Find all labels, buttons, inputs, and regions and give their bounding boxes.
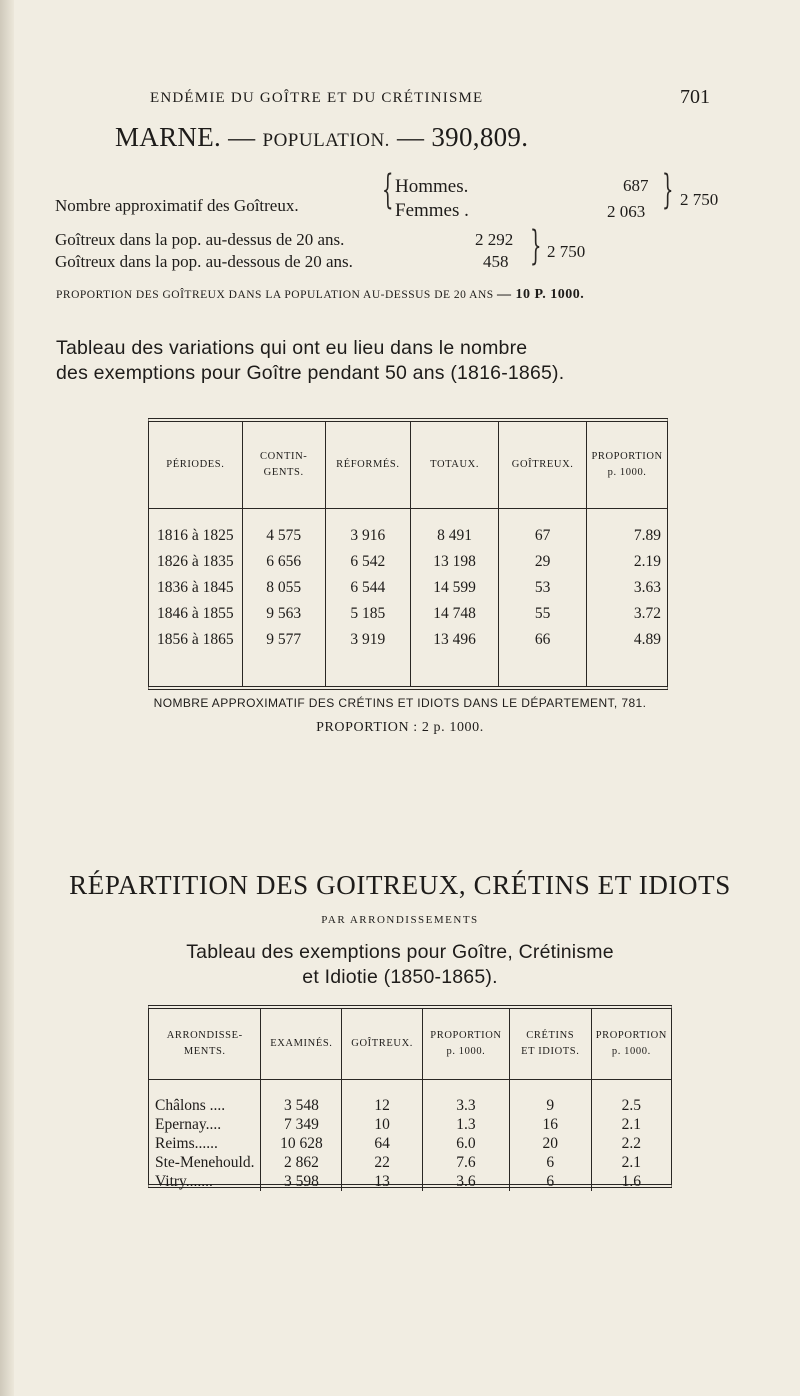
table-cell: 2.2 bbox=[621, 1134, 642, 1152]
table1-goitreux-column bbox=[499, 508, 587, 686]
table2-header-row bbox=[149, 1009, 671, 1079]
table-cell: 1816 à 1825 bbox=[157, 526, 234, 544]
table-cell: 14 599 bbox=[433, 578, 476, 596]
table-cell: 3 916 bbox=[350, 526, 386, 544]
header-text: EXAMINÉS. bbox=[270, 1037, 333, 1049]
table-cell: 7.89 bbox=[633, 526, 661, 544]
population-label: POPULATION. bbox=[262, 130, 390, 151]
header-text: TOTAUX. bbox=[430, 458, 480, 470]
above20-label: Goîtreux dans la pop. au-dessus de 20 ans. bbox=[55, 230, 345, 249]
below20-label: Goîtreux dans la pop. au-dessous de 20 ans. bbox=[55, 252, 353, 271]
table-cell: Vitry....... bbox=[155, 1172, 213, 1190]
proportion-line bbox=[56, 287, 756, 303]
table-cell: 2 862 bbox=[283, 1153, 319, 1171]
header-text: GOÎTREUX. bbox=[511, 458, 574, 470]
dash: — bbox=[397, 122, 425, 152]
age-total: 2 750 bbox=[547, 242, 586, 261]
table2-header-cell bbox=[591, 1009, 671, 1079]
above20-value: 2 292 bbox=[475, 230, 514, 249]
table-cell: 9 577 bbox=[266, 630, 302, 648]
table1 bbox=[148, 418, 668, 690]
table-cell: 3.3 bbox=[456, 1096, 476, 1114]
table2-body-row bbox=[149, 1079, 671, 1191]
table-cell: 10 bbox=[374, 1115, 390, 1133]
header-text: CONTIN- bbox=[259, 450, 308, 462]
table-cell: 13 bbox=[374, 1172, 390, 1190]
table-cell: 3 598 bbox=[283, 1172, 319, 1190]
table-cell: 3 919 bbox=[350, 630, 386, 648]
table-cell: Epernay.... bbox=[155, 1115, 222, 1133]
table-cell: 16 bbox=[542, 1115, 559, 1133]
table-cell: 7 349 bbox=[283, 1115, 319, 1133]
header-text: PROPORTION bbox=[430, 1029, 502, 1041]
table-cell: 8 055 bbox=[266, 578, 302, 596]
header-text: PÉRIODES. bbox=[166, 458, 225, 470]
table-cell: Châlons .... bbox=[155, 1096, 226, 1114]
header-text: PROPORTION bbox=[595, 1029, 667, 1041]
table1-header-cell bbox=[499, 422, 587, 508]
table-cell: 1846 à 1855 bbox=[157, 604, 234, 622]
table-cell: 5 185 bbox=[350, 604, 386, 622]
header-text: PROPORTION bbox=[591, 450, 663, 462]
dash: — bbox=[228, 122, 256, 152]
table2-title bbox=[50, 940, 750, 990]
table2-title-line2: et Idiotie (1850-1865). bbox=[302, 966, 498, 988]
table-cell: 2.1 bbox=[621, 1153, 642, 1171]
table-cell: 3.6 bbox=[456, 1172, 476, 1190]
table-cell: 2.5 bbox=[621, 1096, 642, 1114]
department-name: MARNE. bbox=[115, 122, 222, 152]
table1-title-line1: Tableau des variations qui ont eu lieu dans le nombre bbox=[56, 337, 528, 359]
table-cell: 6.0 bbox=[456, 1134, 476, 1152]
header-text: MENTS. bbox=[183, 1045, 226, 1057]
table1-header-cell bbox=[149, 422, 242, 508]
table2-examines-column bbox=[261, 1079, 342, 1191]
table-cell: 6 656 bbox=[266, 552, 302, 570]
table-cell: 67 bbox=[534, 526, 551, 544]
table-cell: 6 544 bbox=[350, 578, 386, 596]
femmes-value: 2 063 bbox=[607, 202, 646, 221]
table-cell: 3.63 bbox=[633, 578, 661, 596]
table-cell: 3.72 bbox=[633, 604, 661, 622]
table2-proportion-cretins-column bbox=[591, 1079, 671, 1191]
table1-body-row bbox=[149, 508, 667, 686]
table-cell: 12 bbox=[374, 1096, 390, 1114]
running-head-title: ENDÉMIE DU GOÎTRE ET DU CRÉTINISME bbox=[150, 90, 484, 106]
table-cell: 2.19 bbox=[633, 552, 661, 570]
table1-reformes-column bbox=[325, 508, 410, 686]
table-cell: 1.3 bbox=[456, 1115, 476, 1133]
table-cell: 4.89 bbox=[633, 630, 661, 648]
table-cell: 66 bbox=[534, 630, 551, 648]
table2-header-cell bbox=[261, 1009, 342, 1079]
table2-header-cell bbox=[342, 1009, 423, 1079]
table1-header-cell bbox=[411, 422, 499, 508]
population-value: 390,809. bbox=[431, 122, 529, 152]
table-cell: 14 748 bbox=[433, 604, 476, 622]
table-cell: 29 bbox=[534, 552, 551, 570]
right-brace: } bbox=[661, 167, 674, 213]
table-cell: 6 bbox=[546, 1153, 555, 1171]
table2-goitreux-column bbox=[342, 1079, 423, 1191]
cretins-note-line1: NOMBRE APPROXIMATIF DES CRÉTINS ET IDIOTS DANS LE DÉPARTEMENT, 781. bbox=[153, 696, 647, 710]
table2-header-cell bbox=[149, 1009, 261, 1079]
table-cell: 9 bbox=[546, 1096, 555, 1114]
table1-header-cell bbox=[242, 422, 325, 508]
header-text: p. 1000. bbox=[446, 1045, 486, 1057]
table-cell: 6 bbox=[546, 1172, 555, 1190]
table1-title bbox=[56, 336, 756, 386]
table2-header-cell bbox=[509, 1009, 591, 1079]
table1-contingents-column bbox=[242, 508, 325, 686]
table1-periods-column bbox=[149, 508, 242, 686]
femmes-label: Femmes . bbox=[395, 200, 469, 221]
running-head bbox=[150, 86, 710, 108]
table2-header-cell bbox=[423, 1009, 510, 1079]
goitreux-label: Nombre approximatif des Goîtreux. bbox=[55, 196, 299, 215]
table-cell: 64 bbox=[374, 1134, 390, 1152]
below20-value: 458 bbox=[483, 252, 509, 271]
hommes-value: 687 bbox=[623, 176, 649, 195]
table-cell: 4 575 bbox=[266, 526, 302, 544]
table-cell: 13 496 bbox=[433, 630, 476, 648]
header-text: ARRONDISSE- bbox=[166, 1029, 243, 1041]
table-cell: Reims...... bbox=[155, 1134, 218, 1152]
table-cell: 9 563 bbox=[266, 604, 302, 622]
repartition-heading: RÉPARTITION DES GOITREUX, CRÉTINS ET IDIOTS bbox=[69, 870, 731, 900]
table-cell: 20 bbox=[542, 1134, 559, 1152]
table-cell: 22 bbox=[374, 1153, 390, 1171]
age-brace: } bbox=[529, 223, 542, 269]
table2-title-line1: Tableau des exemptions pour Goître, Crétinisme bbox=[186, 941, 614, 963]
left-brace: { bbox=[381, 167, 394, 213]
hommes-label: Hommes. bbox=[395, 176, 469, 197]
table-cell: 1836 à 1845 bbox=[157, 578, 234, 596]
proportion-value: — 10 P. 1000. bbox=[497, 287, 585, 302]
table-cell: 7.6 bbox=[456, 1153, 476, 1171]
table2-proportion-goitreux-column bbox=[423, 1079, 510, 1191]
header-text: RÉFORMÉS. bbox=[336, 458, 400, 470]
table-cell: 1826 à 1835 bbox=[157, 552, 234, 570]
table2-arrondissements-column bbox=[149, 1079, 261, 1191]
table1-header-cell bbox=[325, 422, 410, 508]
repartition-subheading: PAR ARRONDISSEMENTS bbox=[321, 914, 479, 926]
table-cell: 6 542 bbox=[350, 552, 386, 570]
header-text: p. 1000. bbox=[607, 466, 647, 478]
table1-proportion-column bbox=[587, 508, 667, 686]
table-cell: 2.1 bbox=[621, 1115, 642, 1133]
table1-header-row bbox=[149, 422, 667, 508]
table2 bbox=[148, 1005, 672, 1188]
header-text: p. 1000. bbox=[611, 1045, 651, 1057]
sex-total: 2 750 bbox=[680, 190, 719, 209]
page-number: 701 bbox=[680, 86, 710, 108]
table-cell: 55 bbox=[534, 604, 551, 622]
table-cell: Ste-Menehould. bbox=[155, 1153, 255, 1171]
table-cell: 3 548 bbox=[283, 1096, 319, 1114]
table1-title-line2: des exemptions pour Goître pendant 50 ans (1816-1865). bbox=[56, 362, 565, 384]
department-line bbox=[115, 122, 715, 153]
header-text: GOÎTREUX. bbox=[351, 1037, 413, 1049]
header-text: ET IDIOTS. bbox=[521, 1045, 580, 1057]
table1-header-cell bbox=[587, 422, 667, 508]
proportion-text: PROPORTION DES GOÎTREUX DANS LA POPULATION AU-DESSUS DE 20 ANS bbox=[56, 289, 494, 301]
table-cell: 13 198 bbox=[433, 552, 476, 570]
table-cell: 1.6 bbox=[621, 1172, 642, 1190]
table2-cretins-column bbox=[509, 1079, 591, 1191]
table-cell: 1856 à 1865 bbox=[157, 630, 234, 648]
table1-totaux-column bbox=[411, 508, 499, 686]
table-cell: 10 628 bbox=[280, 1134, 323, 1152]
header-text: CRÉTINS bbox=[526, 1029, 575, 1041]
table-cell: 53 bbox=[534, 578, 551, 596]
header-text: GENTS. bbox=[263, 466, 304, 478]
table-cell: 8 491 bbox=[437, 526, 473, 544]
cretins-note-line2: PROPORTION : 2 p. 1000. bbox=[316, 720, 484, 735]
